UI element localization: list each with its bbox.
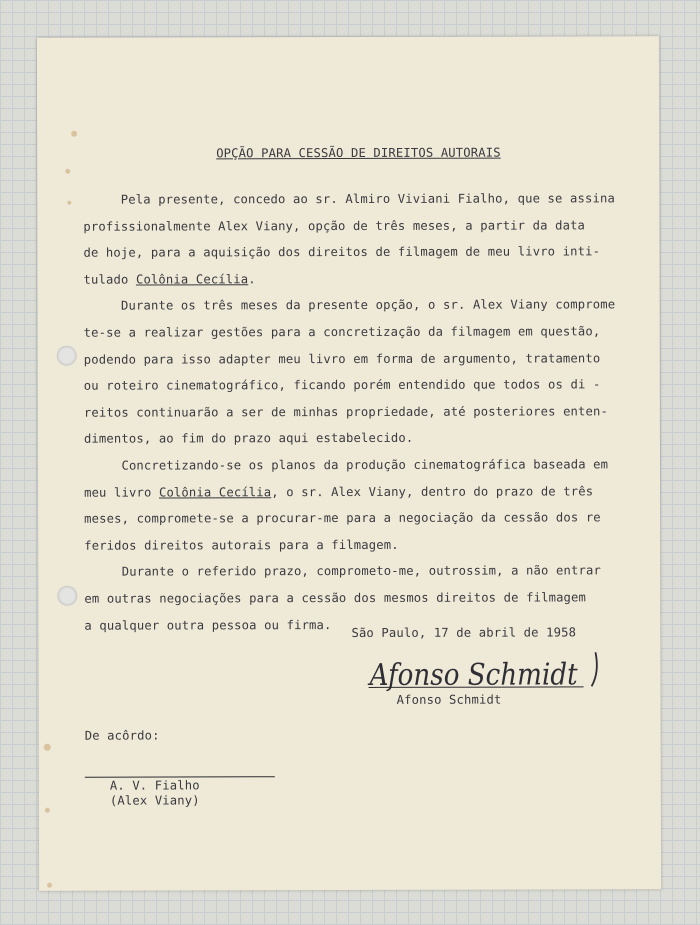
body-text-segment: meses, compromete-se a procurar-me para a negociação da cessão dos re — [84, 510, 601, 526]
body-line — [84, 504, 616, 532]
book-title: Colônia Cecília — [135, 272, 249, 287]
document-body — [83, 185, 616, 638]
age-spot — [71, 131, 77, 137]
body-line — [84, 425, 616, 453]
body-line — [84, 398, 616, 426]
body-text-segment: dimentos, ao fim do prazo aqui estabelecido. — [83, 431, 414, 447]
punch-hole — [57, 346, 77, 366]
body-text-segment: feridos direitos autorais para a filmagem. — [84, 537, 399, 553]
body-text-segment: Pela presente, concedo ao sr. Almiro Viviani Fialho, que se assina — [83, 191, 615, 207]
body-line — [84, 345, 616, 373]
body-line — [84, 292, 616, 320]
body-line — [84, 371, 616, 399]
body-text-segment: te-se a realizar gestões para a concretização da filmagem em questão, — [83, 324, 601, 340]
signature-script: Afonso Schmidt — [369, 657, 609, 693]
body-line — [83, 185, 615, 213]
document-page — [37, 36, 661, 891]
body-line — [83, 265, 615, 293]
body-text-segment: Durante o referido prazo, comprometo-me, outrossim, a não entrar — [84, 563, 601, 580]
countersign-block — [110, 778, 200, 808]
body-line — [84, 451, 616, 479]
age-spot — [44, 744, 51, 751]
punch-hole — [57, 586, 77, 606]
body-text-segment: tulado — [83, 272, 136, 287]
body-text-segment: de hoje, para a aquisição dos direitos de filmagem de meu livro inti- — [83, 244, 601, 260]
body-text-segment: . — [248, 272, 256, 287]
age-spot — [65, 169, 70, 174]
document-title: OPÇÃO PARA CESSÃO DE DIREITOS AUTORAIS — [216, 145, 501, 161]
body-text-segment: podendo para isso adapter meu livro em forma de argumento, tratamento — [83, 350, 601, 367]
age-spot — [45, 808, 50, 813]
age-spot — [47, 883, 52, 888]
agreement-label: De acôrdo: — [84, 728, 160, 743]
body-line — [83, 238, 615, 266]
body-text-segment: em outras negociações para a cessão dos mesmos direitos de filmagem — [84, 590, 587, 606]
body-text-segment: meu livro — [84, 485, 159, 500]
countersign-name: A. V. Fialho — [109, 778, 200, 793]
body-text-segment: , o sr. Alex Viany, dentro do prazo de três — [271, 483, 594, 499]
body-line — [83, 212, 615, 240]
body-text-segment: reitos continuarão a ser de minhas propriedade, até posteriores enten- — [83, 404, 609, 420]
body-line — [84, 558, 616, 586]
body-text-segment: a qualquer outra pessoa ou firma. — [84, 617, 332, 633]
body-text-segment: Durante os três meses da presente opção, o sr. Alex Viany comprome — [83, 297, 616, 314]
body-text-segment: Concretizando-se os planos da produção cinematográfica baseada em — [83, 457, 609, 473]
age-spot — [67, 201, 71, 205]
body-line — [84, 318, 616, 346]
body-line — [84, 584, 616, 612]
countersign-alias: (Alex Viany) — [109, 793, 200, 808]
book-title: Colônia Cecília — [158, 484, 272, 500]
signatory-name: Afonso Schmidt — [396, 692, 502, 707]
body-line — [84, 531, 616, 559]
document-date: São Paulo, 17 de abril de 1958 — [351, 625, 577, 640]
body-text-segment: ou roteiro cinematográfico, ficando porém entendido que todos os di - — [83, 377, 601, 393]
body-line — [84, 478, 616, 506]
body-text-segment: profissionalmente Alex Viany, opção de três meses, a partir da data — [83, 217, 586, 234]
